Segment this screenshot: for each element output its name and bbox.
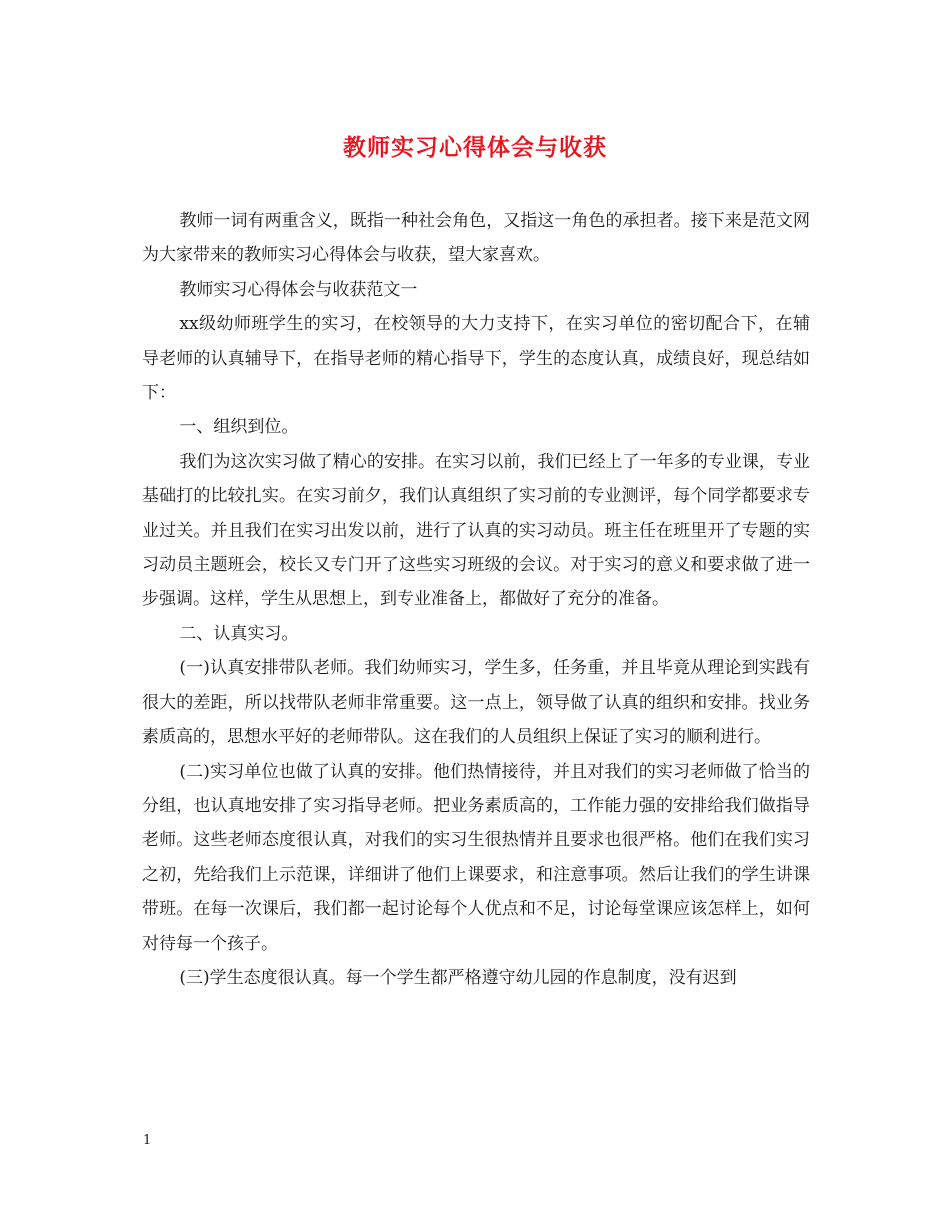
paragraph-sample-heading: 教师实习心得体会与收获范文一 [179,279,418,300]
section-heading-internship: 二、认真实习。 [179,623,299,644]
section-heading-organization: 一、组织到位。 [179,417,299,438]
paragraph-point-two: (二)实习单位也做了认真的安排。他们热情接待，并且对我们的实习老师做了恰当的分组，也认真地安排了实习指导老师。把业务素质高的，工作能力强的安排给我们做指导老师。这些老师态度很认真，对我们的实习生很热情并且要求也很严格。他们在我们实习之初，先给我们上示范课，详细讲了他们上课要求，和注意事项。然后让我们的学生讲课带班。在每一次课后，我们都一起讨论每个人优点和不足，讨论每堂课应该怎样上，如何对待每一个孩子。 [142,761,810,954]
paragraph-point-one: (一)认真安排带队老师。我们幼师实习，学生多，任务重，并且毕竟从理论到实践有很大的差距，所以找带队老师非常重要。这一点上，领导做了认真的组织和安排。找业务素质高的，思想水平好的老师带队。这在我们的人员组织上保证了实习的顺利进行。 [142,658,810,748]
paragraph-summary: xx级幼师班学生的实习，在校领导的大力支持下，在实习单位的密切配合下，在辅导老师的认真辅导下，在指导老师的精心指导下，学生的态度认真，成绩良好，现总结如下： [142,314,810,404]
document-body [142,204,810,995]
page-number: 1 [143,1133,152,1148]
paragraph-intro: 教师一词有两重含义，既指一种社会角色，又指这一角色的承担者。接下来是范文网为大家带来的教师实习心得体会与收获，望大家喜欢。 [142,211,810,266]
document-title: 教师实习心得体会与收获 [343,134,607,161]
paragraph-point-three: (三)学生态度很认真。每一个学生都严格遵守幼儿园的作息制度，没有迟到 [179,967,737,988]
paragraph-organization: 我们为这次实习做了精心的安排。在实习以前，我们已经上了一年多的专业课，专业基础打的比较扎实。在实习前夕，我们认真组织了实习前的专业测评，每个同学都要求专业过关。并且我们在实习出发以前，进行了认真的实习动员。班主任在班里开了专题的实习动员主题班会，校长又专门开了这些实习班级的会议。对于实习的意义和要求做了进一步强调。这样，学生从思想上，到专业准备上，都做好了充分的准备。 [142,451,810,610]
